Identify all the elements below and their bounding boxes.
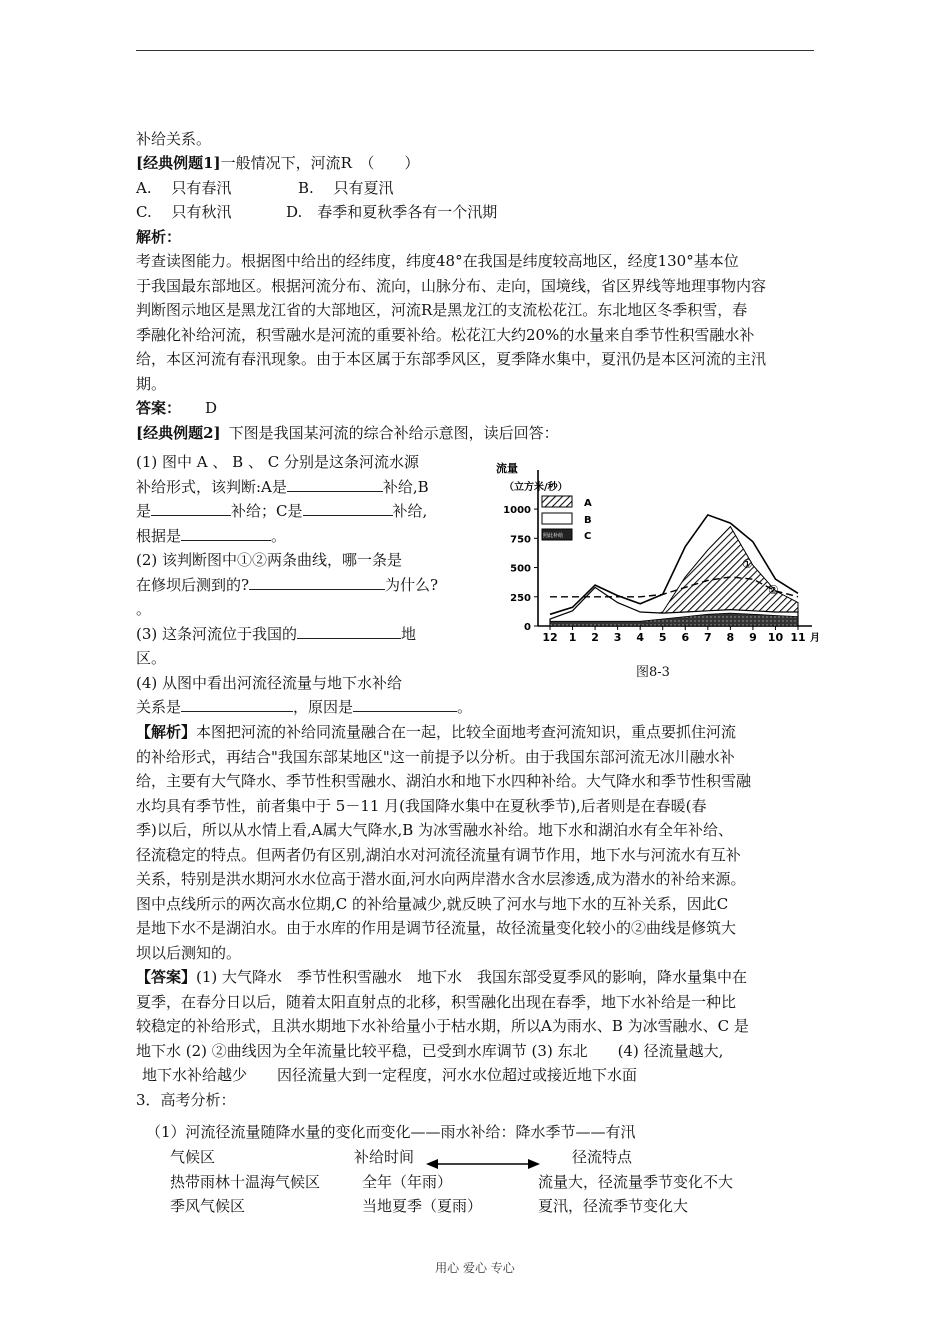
line-text: 的补给形式，再结合"我国东部某地区"这一前提予以分析。由于我国东部河流无冰川融水补	[136, 748, 735, 766]
line-text: 补给形式，该判断:A是	[136, 478, 287, 496]
text-line	[146, 1121, 636, 1143]
q3-line	[136, 623, 416, 645]
table-cell	[362, 1171, 452, 1193]
line-text: 考查读图能力。根据图中给出的经纬度，纬度48°在我国是纬度较高地区，经度130°基本位	[136, 252, 739, 270]
table-cell	[538, 1171, 733, 1193]
text-line	[136, 991, 736, 1013]
double-arrow-icon	[426, 1157, 540, 1171]
x-tick-label: 12	[542, 631, 558, 644]
analysis2-label: 【解析】	[136, 723, 197, 741]
line-text: 期。	[136, 375, 167, 393]
x-tick-label: 11	[790, 631, 806, 644]
line-text: (1) 图中 A 、 B 、 C 分别是这条河流水源	[136, 453, 419, 471]
cell-text: 季风气候区	[170, 1197, 246, 1215]
q2-line	[136, 598, 151, 620]
line-text: 地	[401, 625, 417, 643]
option-c-text: C. 只有秋汛	[136, 203, 232, 221]
option-d-text: D. 春季和夏秋季各有一个汛期	[286, 203, 498, 221]
answer-blank[interactable]	[151, 500, 231, 516]
line-text: 是	[136, 502, 152, 520]
line-text: 地下水 (2) ②曲线因为全年流量比较平稳，已受到水库调节 (3) 东北 (4) 径流量越大,	[136, 1042, 724, 1060]
answer-label: 答案：	[136, 399, 182, 417]
option-a-text: A. 只有春汛	[136, 179, 232, 197]
text-line	[136, 770, 751, 792]
line-text: 本图把河流的补给同流量融合在一起，比较全面地考查河流知识，重点要抓住河流	[196, 723, 737, 741]
line-text: 。	[271, 527, 287, 545]
answer-blank[interactable]	[181, 525, 271, 541]
q1-line	[136, 525, 286, 547]
example1-question	[136, 152, 419, 174]
text-line	[136, 250, 739, 272]
text-line	[136, 1015, 749, 1037]
cell-text: 补给时间	[354, 1148, 415, 1166]
line-text: 季融化补给河流，积雪融水是河流的重要补给。松花江大约20%的水量来自季节性积雪融水补	[136, 326, 755, 344]
option-a	[136, 177, 231, 199]
text-line	[136, 128, 211, 150]
section-heading	[136, 1089, 236, 1111]
text-line	[136, 299, 747, 321]
cell-text: 夏汛，径流季节变化大	[538, 1197, 689, 1215]
text-line	[136, 868, 746, 890]
answer-blank[interactable]	[297, 623, 401, 639]
text-line	[136, 819, 733, 841]
line-text: (3) 这条河流位于我国的	[136, 625, 298, 643]
line-text: 是地下水不是湖泊水。由于水库的作用是调节径流量，故径流量变化较小的②曲线是修筑大	[136, 919, 737, 937]
x-tick-label: 9	[749, 631, 757, 644]
page-footer: 用心 爱心 专心	[435, 1261, 515, 1275]
line-text: 。	[136, 600, 152, 618]
answer-blank[interactable]	[303, 500, 393, 516]
answer2-line	[136, 966, 747, 988]
line-text: 。	[457, 698, 473, 716]
line-text: 给，本区河流有春汛现象。由于本区属于东部季风区，夏季降水集中，夏汛仍是本区河流的主汛	[136, 350, 767, 368]
x-tick-label: 3	[613, 631, 622, 644]
option-b	[298, 177, 394, 199]
table-cell	[170, 1171, 320, 1193]
line-text: 补给；C是	[231, 502, 303, 520]
answer-blank[interactable]	[353, 696, 457, 712]
q2-line	[136, 574, 438, 596]
legend-swatch-b	[542, 513, 572, 524]
line-text: 根据是	[136, 527, 182, 545]
line-text: 较稳定的补给形式，且洪水期地下水补给量小于枯水期，所以A为雨水、B 为冰雪融水、C 是	[136, 1017, 749, 1035]
y-tick-label: 750	[510, 534, 531, 546]
line-text: 季)以后，所以从水情上看,A属大气降水,B 为冰雪融水补给。地下水和湖泊水有全年补给、	[136, 821, 734, 839]
text-line	[136, 324, 754, 346]
text-line	[136, 795, 707, 817]
q4-line	[136, 672, 402, 694]
example2-label: [经典例题2]	[136, 424, 221, 442]
y-tick-label: 500	[510, 563, 531, 575]
legend-label-c: C	[584, 531, 592, 542]
y-tick-label: 250	[510, 592, 531, 604]
line-text: 为什么?	[385, 576, 439, 594]
q3-line	[136, 647, 166, 669]
x-tick-label: 5	[658, 631, 667, 644]
option-b-text: B. 只有夏汛	[298, 179, 394, 197]
line-text: ，原因是	[293, 698, 354, 716]
analysis2-line	[136, 721, 736, 743]
line-text: 给，主要有大气降水、季节性积雪融水、湖泊水和地下水四种补给。大气降水和季节性积雪融	[136, 772, 752, 790]
example2-question	[136, 422, 559, 444]
line-text: 水均具有季节性，前者集中于 5－11 月(我国降水集中在夏秋季节),后者则是在春暖(春	[136, 797, 707, 815]
line-text: 径流稳定的特点。但两者仍有区别,湖泊水对河流径流量有调节作用，地下水与河流水有互补	[136, 846, 741, 864]
line-text: 在修坝后测到的?	[136, 576, 250, 594]
legend-swatch-a	[542, 496, 572, 507]
header-rule	[136, 50, 814, 51]
line-text: 补给,B	[382, 478, 429, 496]
x-tick-label: 4	[636, 631, 645, 644]
text-line	[136, 746, 735, 768]
answer1	[136, 397, 217, 419]
legend-label-b: B	[584, 515, 592, 526]
line-text: 补给关系。	[136, 130, 212, 148]
curve-label-2: ②	[768, 583, 779, 597]
example1-label: [经典例题1]	[136, 154, 221, 172]
cell-text: 热带雨林十温海气候区	[170, 1173, 321, 1191]
q1-line	[136, 500, 427, 522]
line-text: 坝以后测知的。	[136, 944, 242, 962]
river-supply-chart	[482, 456, 822, 648]
table-cell	[538, 1195, 688, 1217]
line-text: 判断图示地区是黑龙江省的大部地区，河流R是黑龙江的支流松花江。东北地区冬季积雪，春	[136, 301, 748, 319]
line-text: 补给,	[392, 502, 428, 520]
line-text: 区。	[136, 649, 167, 667]
answer-blank[interactable]	[249, 574, 385, 590]
cell-text: 径流特点	[572, 1148, 633, 1166]
line-text: (4) 从图中看出河流径流量与地下水补给	[136, 674, 403, 692]
table-header-climate	[170, 1146, 215, 1168]
answer2-label: 【答案】	[136, 968, 197, 986]
text-line	[136, 275, 766, 297]
analysis-heading	[136, 226, 181, 248]
text-line	[136, 1040, 723, 1062]
table-header-feature	[572, 1146, 632, 1168]
table-header-time	[354, 1146, 414, 1168]
y-tick-label: 0	[524, 622, 531, 633]
q4-line	[136, 696, 472, 718]
text-line	[136, 942, 241, 964]
line-text: 夏季，在春分日以后，随着太阳直射点的北移，积雪融化出现在春季，地下水补给是一种比	[136, 993, 737, 1011]
line-text: 关系，特别是洪水期河水水位高于潜水面,河水向两岸潜水含水层渗透,成为潜水的补给来源。	[136, 870, 746, 888]
text-line	[136, 844, 741, 866]
x-tick-label: 6	[681, 631, 690, 644]
q1-line	[136, 451, 419, 473]
x-tick-label: 8	[726, 631, 735, 644]
cell-text: 气候区	[170, 1148, 216, 1166]
x-tick-label: 7	[703, 631, 712, 644]
x-tick-label: 2	[591, 631, 599, 644]
answer-blank[interactable]	[287, 476, 383, 492]
text-line	[136, 348, 766, 370]
answer-blank[interactable]	[181, 696, 293, 712]
text-line	[142, 1064, 637, 1086]
line-text: 图中点线所示的两次高水位期,C 的补给量减少,就反映了河水与地下水的互补关系，因此C	[136, 895, 729, 913]
line-text: 3．高考分析：	[136, 1091, 236, 1109]
x-tick-label: 1	[568, 631, 577, 644]
figure-caption: 图8-3	[636, 665, 670, 680]
x-axis-unit: 月	[810, 633, 820, 644]
y-axis-title: 流量	[496, 462, 518, 475]
legend-label-a: A	[584, 498, 592, 509]
line-text: 地下水补给越少 因径流量大到一定程度，河水水位超过或接近地下水面	[142, 1066, 638, 1084]
cell-text: 全年（年雨）	[362, 1173, 453, 1191]
analysis-heading-text: 解析：	[136, 228, 182, 246]
q2-line	[136, 549, 402, 571]
text-line	[136, 373, 166, 395]
x-tick-label: 10	[767, 631, 784, 644]
text-line	[136, 917, 736, 939]
table-cell	[170, 1195, 245, 1217]
line-text: （1）河流径流量随降水量的变化而变化——雨水补给：降水季节——有汛	[146, 1123, 636, 1141]
answer-value: D	[205, 399, 218, 417]
line-text: (2) 该判断图中①②两条曲线，哪一条是	[136, 551, 403, 569]
cell-text: 当地夏季（夏雨）	[362, 1197, 483, 1215]
option-c	[136, 201, 231, 223]
example1-stem: 一般情况下，河流R （ ）	[220, 154, 420, 172]
y-tick-label: 1000	[503, 505, 531, 517]
table-cell	[362, 1195, 482, 1217]
text-line	[136, 893, 728, 915]
legend-swatch-c-text: 照此补给	[543, 533, 564, 539]
q1-line	[136, 476, 429, 498]
example2-stem: 下图是我国某河流的综合补给示意图，读后回答：	[228, 424, 559, 442]
line-text: 于我国最东部地区。根据河流分布、流向，山脉分布、走向，国境线，省区界线等地理事物内容	[136, 277, 767, 295]
cell-text: 流量大，径流量季节变化不大	[538, 1173, 734, 1191]
line-text: 关系是	[136, 698, 182, 716]
curve-label-1: ①	[742, 557, 753, 571]
option-d	[286, 201, 497, 223]
y-axis-unit: （立方米/秒）	[504, 482, 568, 493]
line-text: (1) 大气降水 季节性积雪融水 地下水 我国东部受夏季风的影响，降水量集中在	[196, 968, 748, 986]
